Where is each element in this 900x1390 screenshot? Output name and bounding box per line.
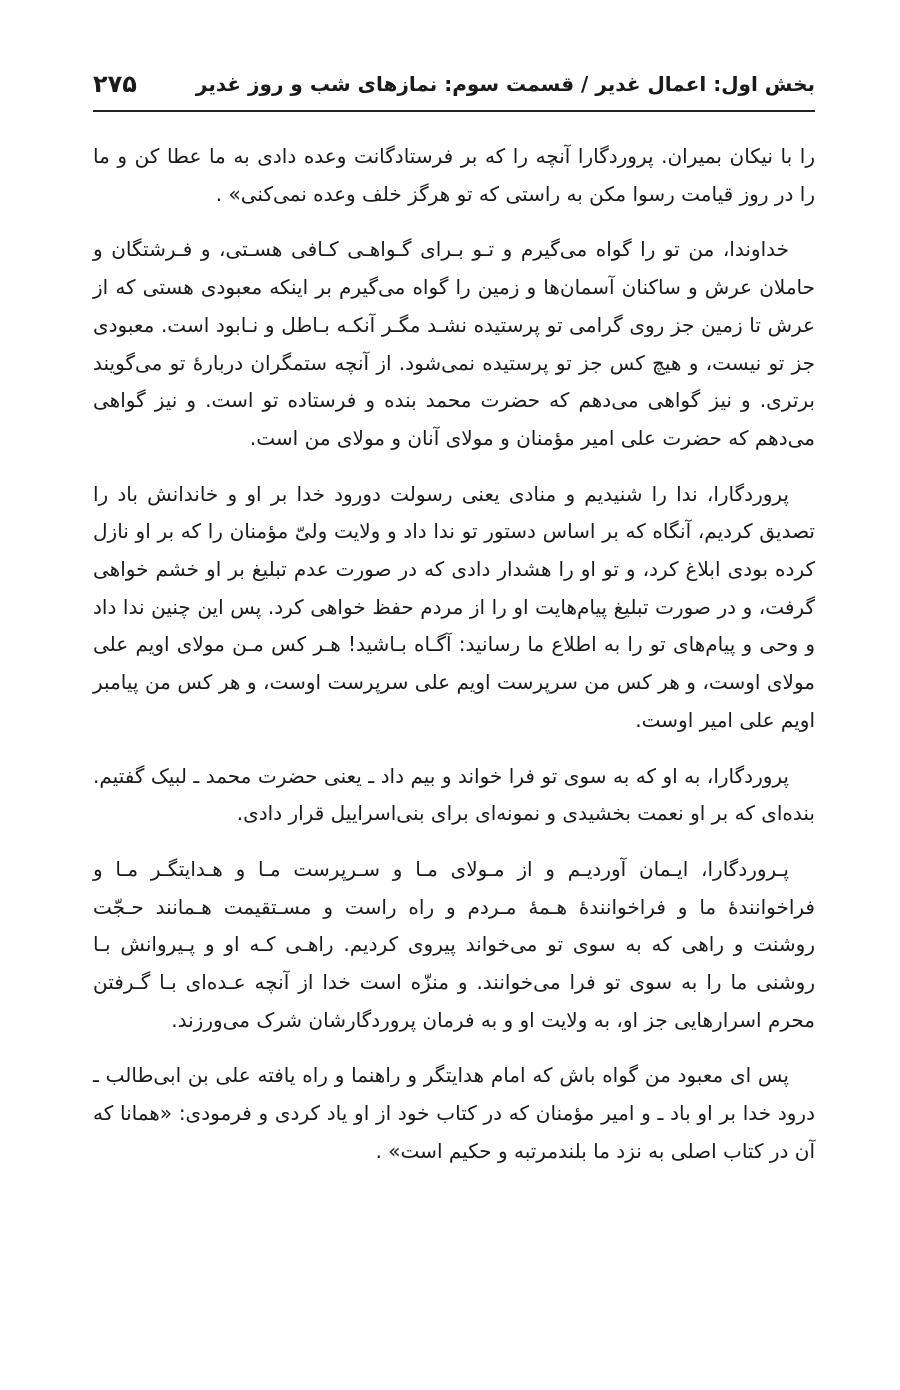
paragraph-testimony: خداوندا، من تو را گواه می‌گیرم و تـو بـرای گـواهـی کـافی هسـتی، و فـرشتگان و حاملان عرش و ساکنان آسمان‌ها و زمین را گواه می‌گیرم بر اینکه معبودی هستی که از عرش تا زمین جز روی گرامی تو پرستیده نشـد مگـر آنکـه بـاطل و نـابود است. معبودی جز تو نیست، و هیچ کس جز تو پرستیده نمی‌شود. از آنچه ستمگران دربارهٔ تو می‌گویند برتری. و نیز گواهی می‌دهم که حضرت محمد بنده و فرستاده تو است. و نیز گواهی می‌دهم که حضرت علی امیر مؤمنان و مولای آنان و مولای من است.	[93, 237, 815, 450]
paragraph-labbayk: پروردگارا، به او که به سوی تو فرا خواند و بیم داد ـ یعنی حضرت محمد ـ لبیک گفتیم. بنده‌ای که بر او نعمت بخشیدی و نمونه‌ای برای بنی‌اسراییل قرار دادی.	[93, 763, 815, 826]
page-body	[93, 138, 815, 1171]
paragraph-faith: پـروردگارا، ایـمان آوردیـم و از مـولای مـا و سـرپرست مـا و هـدایتگـر مـا و فراخوانندهٔ ما و فراخوانندهٔ هـمهٔ مـردم و راه راست و مسـتقیمت هـمانند حـجّت روشنت و راهی که به سوی تو می‌خواند پیروی کردیم. راهـی کـه او و پـیروانش بـا روشنی ما را به سوی تو فرا می‌خوانند. و منزّه است خدا از آنچه عـده‌ای بـا گـرفتن محرم اسرارهایی جز او، به ولایت او و به فرمان پروردگارشان شرک می‌ورزند.	[93, 856, 815, 1032]
paragraph-witness-imam: پس ای معبود من گواه باش که امام هدایتگر و راهنما و راه یافته علی بن ابی‌طالب ـ درود خدا بر او باد ـ و امیر مؤمنان که در کتاب خود از او یاد کردی و فرمودی: «همانا که آن در کتاب اصلی به نزد ما بلندمرتبه و حکیم است» .	[93, 1063, 815, 1163]
book-page	[93, 60, 815, 1189]
paragraph-call-heard: پروردگارا، ندا را شنیدیم و منادی یعنی رسولت دورود خدا بر او و خاندانش باد را تصدیق کردیم، آنگاه که بر اساس دستور تو ندا داد و ولایت ولیّ مؤمنان را که بر او نازل کرده بودی ابلاغ کرد، و تو او را هشدار دادی که در صورت عدم تبلیغ بر او خشم خواهی گرفت، و در صورت تبلیغ پیام‌هایت او را از مردم حفظ خواهی کرد. پس این چنین ندا داد و وحی و پیام‌های تو را به اطلاع ما رسانید: آگـاه بـاشید! هـر کس مـن مولای اویم علی مولای اوست، و هر کس من سرپرست اویم علی سرپرست اوست، و هر کس من پیامبر اویم علی امیر اوست.	[93, 481, 815, 732]
page-header	[93, 60, 815, 112]
page-number: ۲۷۵	[93, 70, 137, 98]
paragraph-continuation: را با نیکان بمیران. پروردگارا آنچه را که بر فرستادگانت وعده دادی به ما عطا کن و ما را در روز قیامت رسوا مکن به راستی که تو هرگز خلف وعده نمی‌کنی» .	[93, 144, 815, 206]
running-header-title: بخش اول: اعمال غدیر / قسمت سوم: نمازهای شب و روز غدیر	[195, 72, 815, 96]
